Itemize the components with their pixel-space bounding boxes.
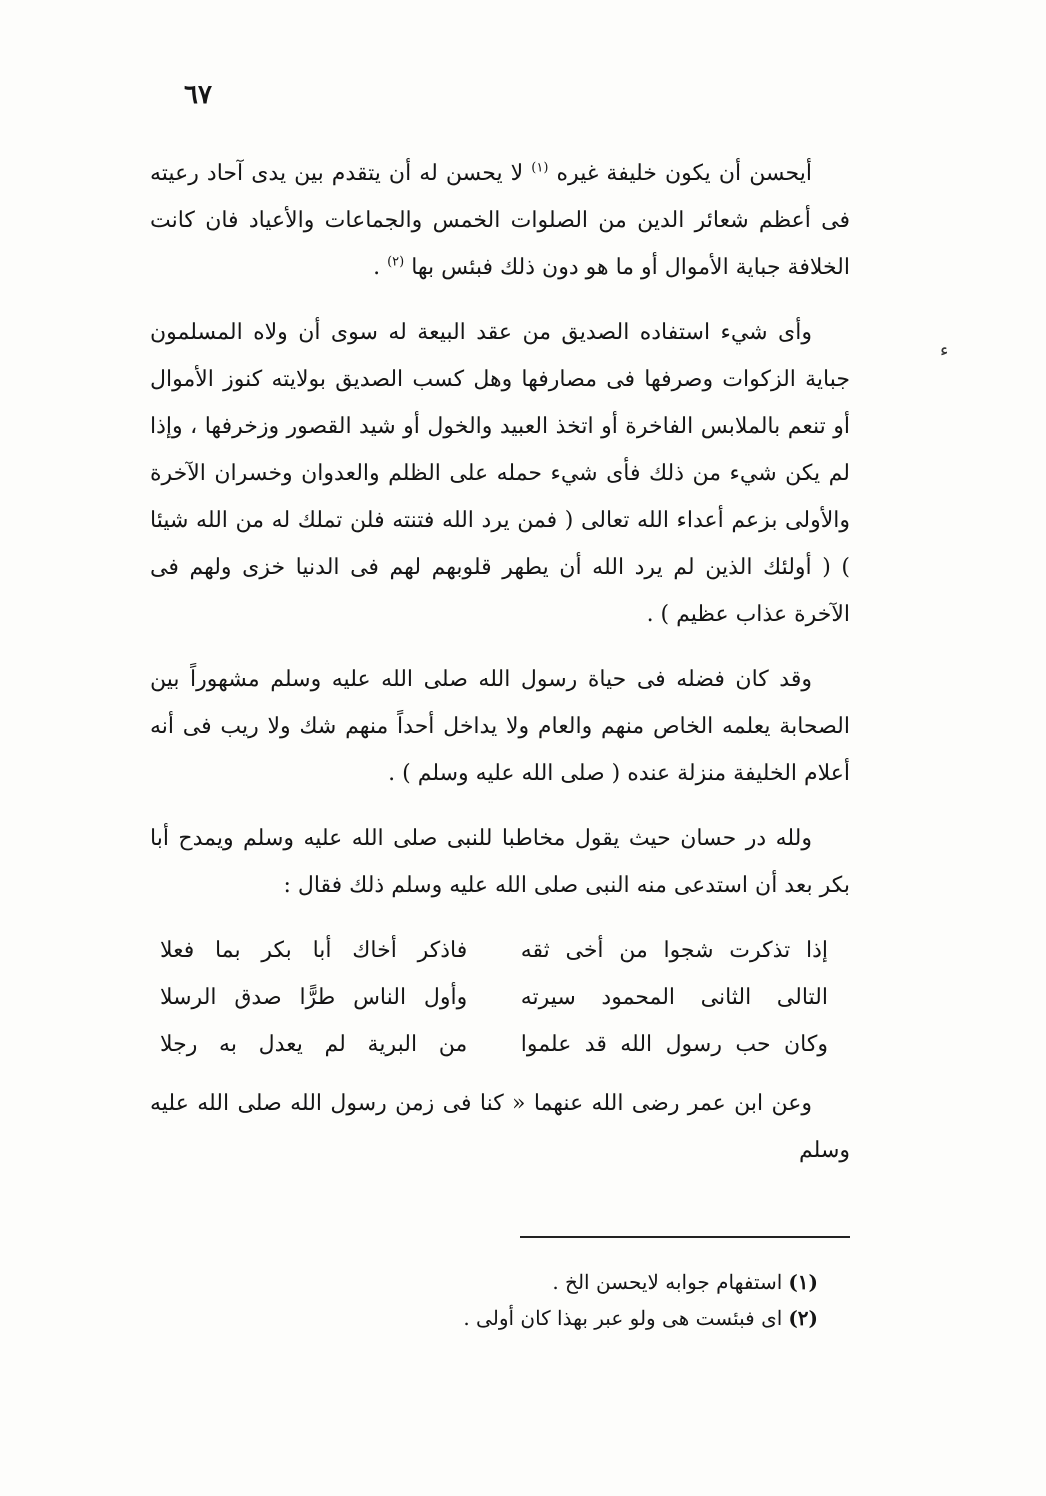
- poem-verse-1-first-hemistich: إذا تذكرت شجوا من أخى ثقه: [520, 938, 828, 963]
- footnote-1: [340, 1264, 818, 1300]
- footnote-ref-1: (١): [531, 160, 549, 176]
- footnotes: [340, 1264, 818, 1336]
- page-number: ٦٧: [184, 80, 212, 110]
- margin-mark: ء: [940, 340, 949, 361]
- poem-verse-1: [150, 927, 850, 974]
- footnote-1-text: استفهام جوابه لايحسن الخ .: [552, 1270, 783, 1294]
- poem-verse-3-first-hemistich: وكان حب رسول الله قد علموا: [520, 1032, 828, 1057]
- paragraph-1-text-b: لا يحسن له أن يتقدم بين يدى آحاد رعيته فى أعظم شعائر الدين من الصلوات الخمس والجماعات والأعياد فان كانت الخلافة جباية الأموال أو ما هو دون ذلك فبئس بها: [150, 161, 850, 280]
- paragraph-1: [150, 150, 850, 291]
- paragraph-3: وقد كان فضله فى حياة رسول الله صلى الله عليه وسلم مشهوراً بين الصحابة يعلمه الخاص منهم والعام ولا يداخل أحداً منهم شك ولا ريب فى أنه أعلام الخليفة منزلة عنده ( صلى الله عليه وسلم ) .: [150, 667, 850, 786]
- poem-verse-2-first-hemistich: التالى الثانى المحمود سيرته: [520, 985, 828, 1010]
- paragraph-5: وعن ابن عمر رضى الله عنهما « كنا فى زمن رسول الله صلى الله عليه وسلم: [150, 1091, 850, 1163]
- poem-verse-3: [150, 1021, 850, 1068]
- paragraph-4: ولله در حسان حيث يقول مخاطبا للنبى صلى الله عليه وسلم ويمدح أبا بكر بعد أن استدعى منه النبى صلى الله عليه وسلم ذلك فقال :: [150, 826, 850, 898]
- paragraph-2: وأى شيء استفاده الصديق من عقد البيعة له سوى أن ولاه المسلمون جباية الزكوات وصرفها فى مصارفها وهل كسب الصديق بولايته كنوز الأموال أو تنعم بالملابس الفاخرة أو اتخذ العبيد والخول أو شيد القصور وزخرفها ، وإذا لم يكن شيء من ذلك فأى شيء حمله على الظلم والعدوان وخسران الآخرة والأولى بزعم أعداء الله تعالى ( فمن يرد الله فتنته فلن تملك له من الله شيئا ) ( أولئك الذين لم يرد الله أن يطهر قلوبهم لهم فى الدنيا خزى ولهم فى الآخرة عذاب عظيم ) .: [150, 320, 850, 627]
- poem: [150, 927, 850, 1068]
- main-text: [150, 150, 850, 1192]
- footnote-2: [340, 1300, 818, 1336]
- poem-verse-2: [150, 974, 850, 1021]
- footnote-ref-2: (٢): [387, 254, 405, 270]
- paragraph-1-end: .: [373, 255, 388, 280]
- poem-verse-1-second-hemistich: فاذكر أخاك أبا بكر بما فعلا: [160, 938, 468, 963]
- footnote-1-number: (١): [788, 1270, 818, 1294]
- paragraph-1-text-a: أيحسن أن يكون خليفة غيره: [548, 161, 812, 186]
- footnote-2-number: (٢): [788, 1306, 818, 1330]
- poem-verse-3-second-hemistich: من البرية لم يعدل به رجلا: [160, 1032, 468, 1057]
- footnote-2-text: اى فبئست هى ولو عبر بهذا كان أولى .: [463, 1306, 783, 1330]
- poem-verse-2-second-hemistich: وأول الناس طرًّا صدق الرسلا: [160, 985, 468, 1010]
- footnote-divider: [520, 1236, 850, 1238]
